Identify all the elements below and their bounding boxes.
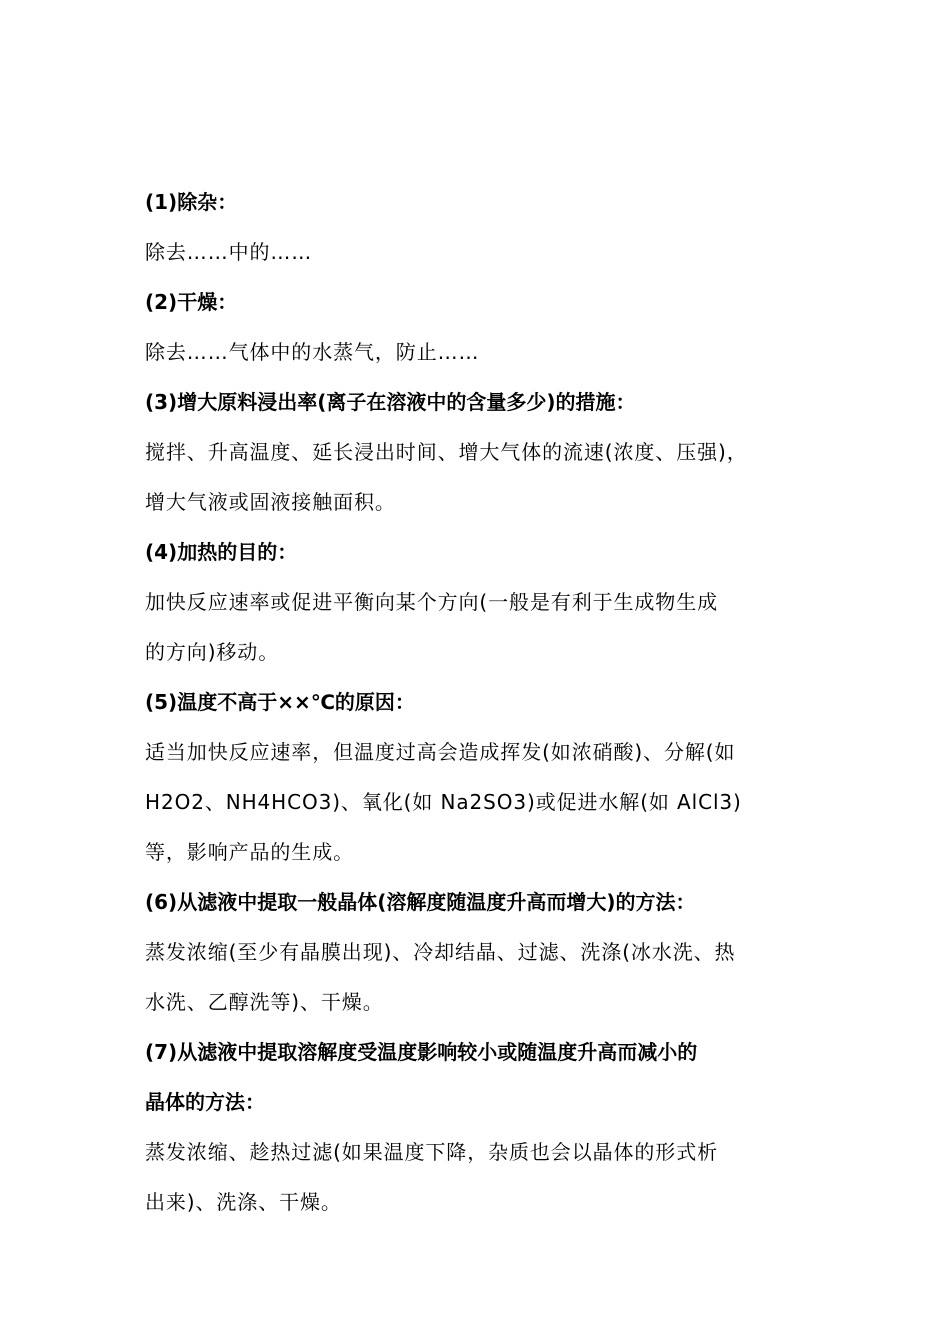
section-7-body-line-1: 蒸发浓缩、趁热过滤(如果温度下降，杂质也会以晶体的形式析 <box>145 1140 719 1164</box>
section-2-heading: (2)干燥： <box>145 290 238 314</box>
section-7-body-line-2: 出来)、洗涤、干燥。 <box>145 1190 342 1214</box>
section-3-body-line-1: 搅拌、升高温度、延长浸出时间、增大气体的流速(浓度、压强)， <box>145 440 748 464</box>
section-5-body-line-2: H2O2、NH4HCO3)、氧化(如 Na2SO3)或促进水解(如 AlCl3) <box>145 790 742 814</box>
document-page <box>145 177 815 1227</box>
section-5-body-line-3: 等，影响产品的生成。 <box>145 840 354 864</box>
section-4-body-line-1: 加快反应速率或促进平衡向某个方向(一般是有利于生成物生成 <box>145 590 719 614</box>
section-6-body-line-1: 蒸发浓缩(至少有晶膜出现)、冷却结晶、过滤、洗涤(冰水洗、热 <box>145 940 736 964</box>
section-7-heading-line-1: (7)从滤液中提取溶解度受温度影响较小或随温度升高而减小的 <box>145 1040 698 1064</box>
section-3-heading: (3)增大原料浸出率(离子在溶液中的含量多少)的措施： <box>145 390 636 414</box>
section-4-body-line-2: 的方向)移动。 <box>145 640 280 664</box>
section-1-body-line-1: 除去……中的…… <box>145 240 313 264</box>
section-5-heading: (5)温度不高于××℃的原因： <box>145 690 415 714</box>
section-3-body-line-2: 增大气液或固液接触面积。 <box>145 490 396 514</box>
section-5-body-line-1: 适当加快反应速率，但温度过高会造成挥发(如浓硝酸)、分解(如 <box>145 740 736 764</box>
section-7-heading-line-2: 晶体的方法： <box>145 1090 265 1114</box>
section-6-body-line-2: 水洗、乙醇洗等)、干燥。 <box>145 990 384 1014</box>
section-2-body-line-1: 除去……气体中的水蒸气，防止…… <box>145 340 480 364</box>
section-4-heading: (4)加热的目的： <box>145 540 298 564</box>
section-6-heading: (6)从滤液中提取一般晶体(溶解度随温度升高而增大)的方法： <box>145 890 696 914</box>
section-1-heading: (1)除杂： <box>145 190 238 214</box>
